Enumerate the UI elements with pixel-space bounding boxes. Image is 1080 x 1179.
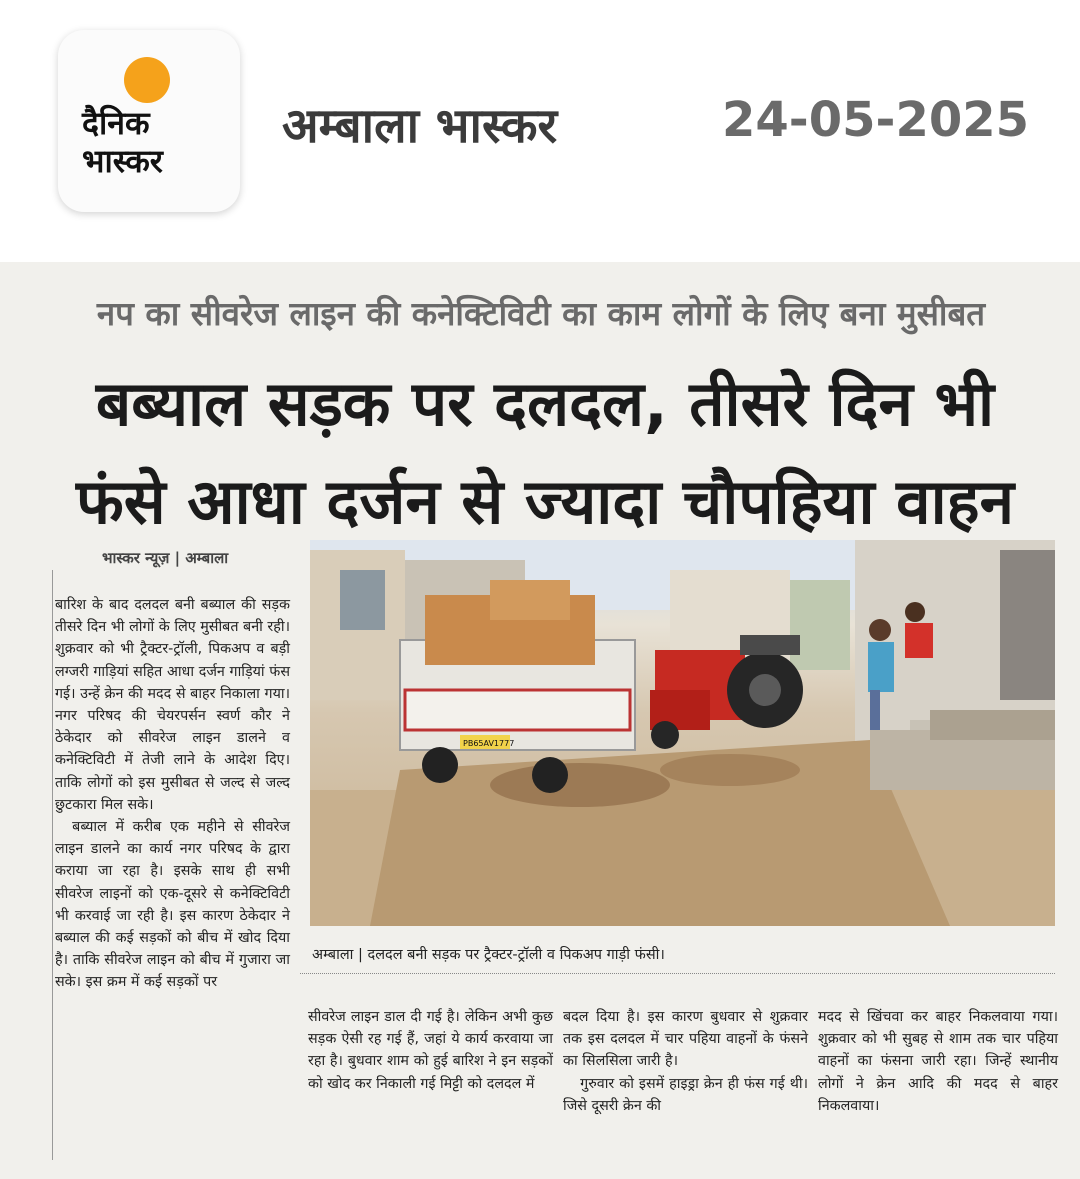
news-photo bbox=[310, 540, 1055, 926]
paragraph: बब्याल में करीब एक महीने से सीवरेज लाइन डालने का कार्य नगर परिषद के द्वारा कराया जा रहा है। इसके साथ ही सभी सीवरेज लाइनों को एक-दूसरे से कनेक्टिविटी भी करवाई जा रही है। इस कारण ठेकेदार ने बब्याल की कई सड़कों को बीच में खोद दिया है। ताकि सीवरेज लाइन को बीच में गुजारा जा सके। इस क्रम में कई सड़कों पर bbox=[55, 819, 290, 991]
dainik-bhaskar-logo bbox=[58, 30, 240, 212]
article-kicker: नप का सीवरेज लाइन की कनेक्टिविटी का काम लोगों के लिए बना मुसीबत bbox=[96, 294, 986, 333]
byline: भास्कर न्यूज़ | अम्बाला bbox=[102, 549, 229, 567]
paragraph: मदद से खिंचवा कर बाहर निकलवाया गया। शुक्रवार को भी सुबह से शाम तक चार पहिया वाहनों का फंसना जारी रहा। जिन्हें स्थानीय लोगों ने क्रेन आदि की मदद से बाहर निकलवाया। bbox=[818, 1009, 1058, 1114]
number-plate: PB65AV1777 bbox=[463, 739, 515, 748]
article-column-1 bbox=[55, 594, 290, 994]
logo-line-2: भास्कर bbox=[82, 142, 163, 180]
article-headline bbox=[40, 355, 1050, 551]
photo-caption: अम्बाला | दलदल बनी सड़क पर ट्रैक्टर-ट्रॉली व पिकअप गाड़ी फंसी। bbox=[312, 947, 665, 963]
sun-icon bbox=[124, 57, 170, 103]
article-column-4 bbox=[818, 1006, 1058, 1117]
column-divider bbox=[52, 570, 53, 1160]
headline-line-1: बब्याल सड़क पर दलदल, तीसरे दिन भी bbox=[95, 367, 995, 440]
article-column-2 bbox=[308, 1006, 553, 1095]
article-column-3 bbox=[563, 1006, 808, 1117]
paragraph: बारिश के बाद दलदल बनी बब्याल की सड़क तीसरे दिन भी लोगों के लिए मुसीबत बनी रही। शुक्रवार को भी ट्रैक्टर-ट्रॉली, पिकअप व बड़ी लग्जरी गाड़ियां सहित आधा दर्जन गाड़ियां फंस गई। उन्हें क्रेन की मदद से बाहर निकाला गया। नगर परिषद की चेयरपर्सन स्वर्ण कौर ने ठेकेदार को सीवरेज लाइन डालने व कनेक्टिविटी में तेजी लाने के आदेश दिए। ताकि लोगों को इस मुसीबत से जल्द से जल्द छुटकारा मिल सके। bbox=[55, 597, 290, 813]
edition-title: अम्बाला भास्कर bbox=[282, 98, 558, 154]
edition-date: 24-05-2025 bbox=[722, 92, 1030, 148]
paragraph: बदल दिया है। इस कारण बुधवार से शुक्रवार तक इस दलदल में चार पहिया वाहनों के फंसने का सिलसिला जारी है। bbox=[563, 1009, 808, 1070]
photo-illustration bbox=[310, 540, 1055, 926]
paragraph: गुरुवार को इसमें हाइड्रा क्रेन ही फंस गई थी। जिसे दूसरी क्रेन की bbox=[563, 1075, 808, 1114]
section-divider bbox=[300, 973, 1055, 976]
logo-wordmark bbox=[82, 104, 222, 180]
paragraph: सीवरेज लाइन डाल दी गई है। लेकिन अभी कुछ सड़क ऐसी रह गई हैं, जहां ये कार्य करवाया जा रहा है। बुधवार शाम को हुई बारिश ने इन सड़कों को खोद कर निकाली गई मिट्टी को दलदल में bbox=[308, 1009, 553, 1092]
logo-line-1: दैनिक bbox=[82, 104, 150, 142]
headline-line-2: फंसे आधा दर्जन से ज्यादा चौपहिया वाहन bbox=[76, 465, 1014, 538]
